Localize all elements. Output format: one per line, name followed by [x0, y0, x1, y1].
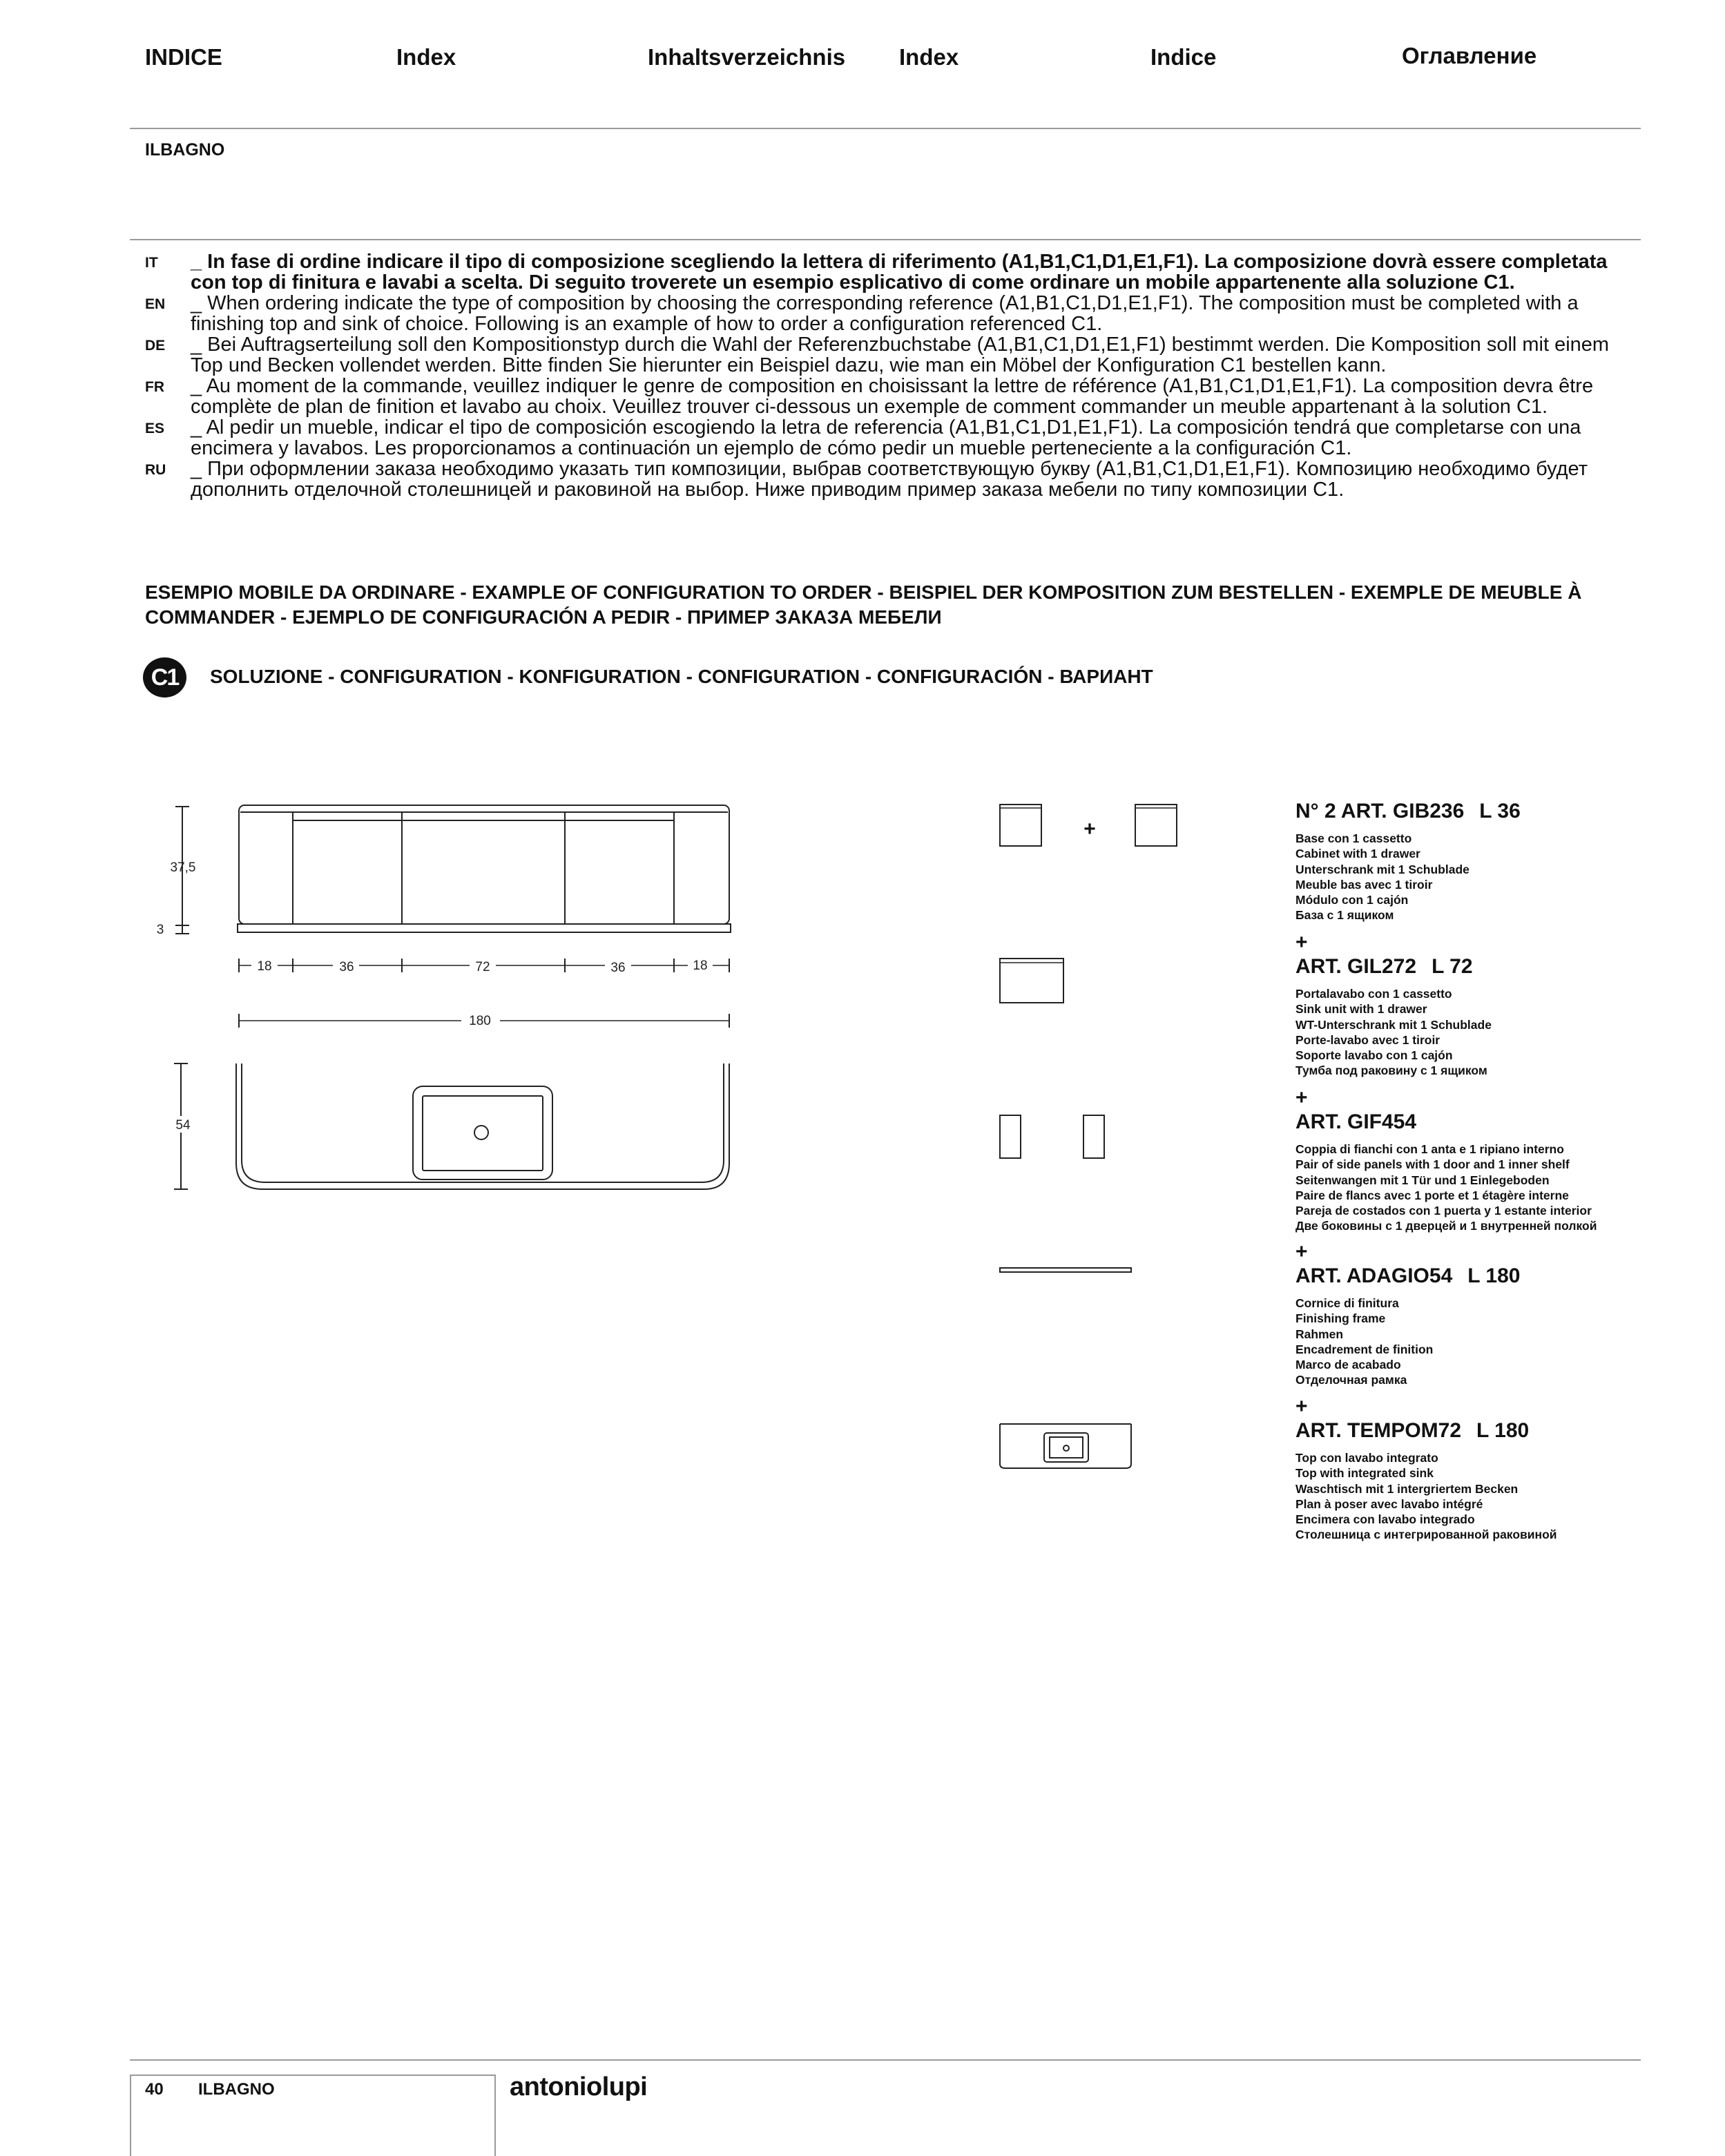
header-title-it: INDICE	[145, 44, 222, 70]
thumbnail-adagio54	[1000, 1268, 1131, 1272]
article-description	[1295, 1142, 1710, 1234]
thumbnail-tempom72	[1000, 1424, 1131, 1468]
footer-box	[130, 2075, 496, 2156]
desc-line: Plan à poser avec lavabo intégré	[1295, 1496, 1483, 1511]
desc-line: Marco de acabado	[1295, 1358, 1401, 1372]
desc-line: Cabinet with 1 drawer	[1295, 847, 1420, 861]
article-gil272	[1295, 932, 1710, 1079]
width-label-36-left: 36	[339, 960, 354, 974]
article-description	[1295, 1296, 1710, 1388]
instruction-text-ru: _ При оформлении заказа необходимо указать тип композиции, выбрав соответствующую букву (A1,B1,C1,D1,E1,F1). Композицию необходимо будет дополнить отделочной столешницей и раковиной на выбор. Ниже приводим пример заказа мебели по типу композиции C1.	[191, 458, 1588, 501]
desc-line: Encadrement de finition	[1295, 1342, 1434, 1356]
article-name	[1295, 799, 1710, 824]
desc-line: Тумба под раковину с 1 ящиком	[1295, 1063, 1487, 1078]
desc-line: Rahmen	[1295, 1327, 1344, 1341]
thumbnail-gil272	[1000, 959, 1063, 1003]
article-adagio54	[1295, 1242, 1710, 1388]
lang-code-it: IT	[145, 255, 158, 271]
article-code: ART. GIL272	[1295, 955, 1417, 978]
desc-line: Waschtisch mit 1 intergriertem Becken	[1295, 1481, 1519, 1496]
height-body-label: 37,5	[170, 860, 196, 875]
plan-view-drawing	[174, 1063, 729, 1189]
desc-line: WT-Unterschrank mit 1 Schublade	[1295, 1017, 1492, 1032]
article-name	[1295, 1418, 1710, 1443]
desc-line: Столешница с интегрированной раковиной	[1295, 1528, 1557, 1542]
desc-line: Módulo con 1 cajón	[1295, 893, 1409, 907]
configuration-badge: C1	[143, 657, 186, 697]
height-top-label: 3	[156, 923, 164, 937]
article-name	[1295, 954, 1710, 979]
article-description	[1295, 986, 1710, 1079]
desc-line: Paire de flancs avec 1 porte et 1 étagère interne	[1295, 1188, 1569, 1202]
header-title-fr: Index	[899, 44, 959, 70]
plus-icon: +	[1295, 1395, 1308, 1418]
article-code: ART. ADAGIO54	[1295, 1264, 1453, 1287]
desc-line: Coppia di fianchi con 1 anta e 1 ripiano interno	[1295, 1142, 1564, 1156]
plus-icon: +	[1295, 1240, 1308, 1263]
instruction-text-fr: _ Au moment de la commande, veuillez indiquer le genre de composition en choisissant la lettre de référence (A1,B1,C1,D1,E1,F1). La composition devra être complète de plan de finition et lavabo au choix. Veuillez trouver ci-dessous un exemple de comment commander un meuble appartenant à la solution C1.	[191, 375, 1594, 418]
brand-logo: antoniolupi	[510, 2072, 648, 2101]
desc-line: Top with integrated sink	[1295, 1466, 1434, 1481]
depth-label: 54	[175, 1118, 191, 1133]
instruction-text-en: _ When ordering indicate the type of composition by choosing the corresponding reference (A1,B1,C1,D1,E1,F1). The composition must be completed with a finishing top and sink of choice. Following is an example of how to order a configuration referenced C1.	[191, 292, 1579, 335]
desc-line: Pair of side panels with 1 door and 1 inner shelf	[1295, 1157, 1570, 1172]
header-title-ru: Оглавление	[1402, 43, 1537, 68]
desc-line: Finishing frame	[1295, 1311, 1386, 1326]
article-description	[1295, 1450, 1710, 1543]
footer-series: ILBAGNO	[198, 2080, 275, 2099]
article-tempom72	[1295, 1396, 1710, 1543]
plus-icon: +	[1295, 931, 1308, 954]
desc-line: Sink unit with 1 drawer	[1295, 1002, 1427, 1017]
desc-line: Две боковины с 1 дверцей и 1 внутренней полкой	[1295, 1219, 1597, 1233]
article-length: L 180	[1467, 1264, 1521, 1287]
section-label: ILBAGNO	[145, 140, 225, 160]
width-label-18-left: 18	[257, 959, 272, 974]
desc-line: Portalavabo con 1 cassetto	[1295, 987, 1452, 1001]
desc-line: Soporte lavabo con 1 cajón	[1295, 1048, 1453, 1063]
front-elevation-drawing	[238, 805, 731, 932]
article-length: L 36	[1479, 800, 1521, 822]
header-title-de: Inhaltsverzeichnis	[648, 44, 846, 70]
lang-code-ru: RU	[145, 462, 166, 478]
article-name	[1295, 1110, 1710, 1135]
page-number: 40	[145, 2080, 164, 2099]
desc-line: Unterschrank mit 1 Schublade	[1295, 862, 1469, 876]
width-label-36-right: 36	[610, 961, 626, 975]
article-gif454	[1295, 1088, 1710, 1234]
width-label-18-right: 18	[693, 959, 708, 973]
lang-code-de: DE	[145, 338, 166, 354]
article-length: L 72	[1432, 955, 1473, 978]
desc-line: Отделочная рамка	[1295, 1373, 1407, 1387]
desc-line: Top con lavabo integrato	[1295, 1451, 1438, 1465]
width-label-72: 72	[475, 960, 490, 974]
desc-line: Pareja de costados con 1 puerta y 1 estante interior	[1295, 1204, 1592, 1218]
desc-line: Porte-lavabo avec 1 tiroir	[1295, 1032, 1440, 1047]
total-width-label: 180	[469, 1014, 491, 1028]
article-code: ART. TEMPOM72	[1295, 1419, 1462, 1442]
article-length: L 180	[1476, 1419, 1530, 1442]
article-code: ART. GIF454	[1295, 1110, 1417, 1133]
lang-code-en: EN	[145, 296, 166, 312]
desc-line: Cornice di finitura	[1295, 1296, 1399, 1310]
instruction-text-it: _ In fase di ordine indicare il tipo di composizione scegliendo la lettera di riferimento (A1,B1,C1,D1,E1,F1). La composizione dovrà essere completata con top di finitura e lavabi a scelta. Di seguito troverete un esempio esplicativo di come ordinare un mobile appartenente alla soluzione C1.	[191, 251, 1608, 293]
article-gib236	[1295, 799, 1710, 923]
solution-title: SOLUZIONE - CONFIGURATION - KONFIGURATION - CONFIGURATION - CONFIGURACIÓN - ВАРИАНТ	[210, 666, 1153, 687]
desc-line: Meuble bas avec 1 tiroir	[1295, 877, 1433, 892]
desc-line: Encimera con lavabo integrado	[1295, 1512, 1475, 1527]
plus-icon: +	[1295, 1086, 1308, 1109]
lang-code-es: ES	[145, 421, 165, 436]
example-title: ESEMPIO MOBILE DA ORDINARE - EXAMPLE OF CONFIGURATION TO ORDER - BEISPIEL DER KOMPOSITION ZUM BESTELLEN - EXEMPLE DE MEUBLE À COMMANDER - EJEMPLO DE CONFIGURACIÓN A PEDIR - ПРИМЕР ЗАКАЗА МЕБЕЛИ	[145, 581, 1582, 628]
desc-line: Base con 1 cassetto	[1295, 831, 1412, 845]
footer-divider	[130, 2059, 1641, 2061]
header-title-en: Index	[396, 44, 456, 70]
article-description	[1295, 831, 1710, 923]
desc-line: Seitenwangen mit 1 Tür und 1 Einlegeboden	[1295, 1173, 1550, 1187]
thumbnail-gif454	[1000, 1115, 1104, 1158]
lang-code-fr: FR	[145, 379, 164, 395]
article-name	[1295, 1264, 1710, 1289]
desc-line: База с 1 ящиком	[1295, 908, 1394, 923]
instruction-text-es: _ Al pedir un mueble, indicar el tipo de composición escogiendo la letra de referencia (A1,B1,C1,D1,E1,F1). La composición tendrá que completarse con una encimera y lavabos. Les proporcionamos a continuación un ejemplo de cómo pedir un mueble perteneciente a la configuración C1.	[191, 416, 1581, 459]
header-title-es: Indice	[1150, 44, 1217, 70]
instruction-text-de: _ Bei Auftragserteilung soll den Kompositionstyp durch die Wahl der Referenzbuchstabe (A1,B1,C1,D1,E1,F1) bestimmt werden. Die Komposition soll mit einem Top und Becken vollendet werden. Bitte finden Sie hierunter ein Beispiel dazu, wie man ein Möbel der Konfiguration C1 bestellen kann.	[191, 334, 1610, 376]
plus-icon: +	[1083, 818, 1096, 840]
article-code: N° 2 ART. GIB236	[1295, 800, 1465, 822]
